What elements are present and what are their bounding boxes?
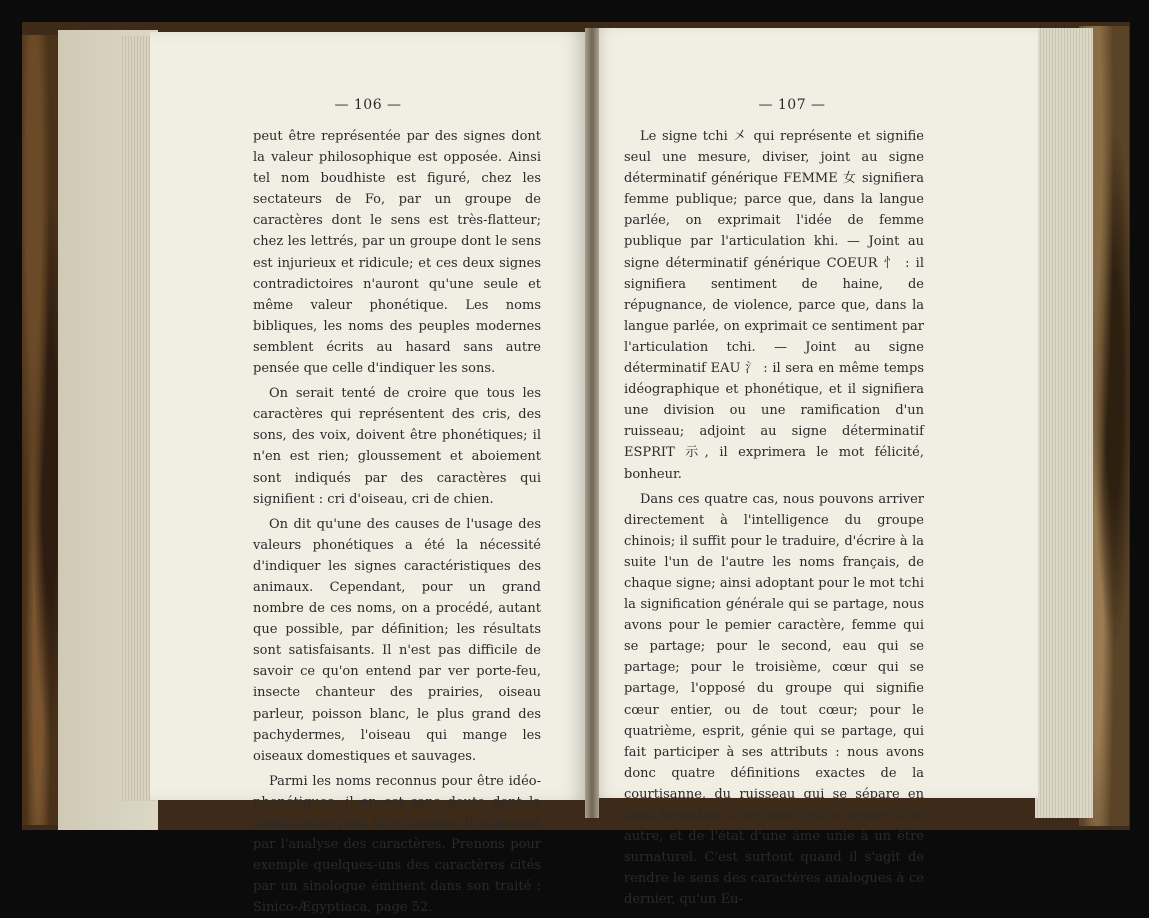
- right-page-text: [624, 126, 924, 910]
- right-page-edges: [1035, 28, 1093, 818]
- paragraph: Le signe tchi 㐅 qui représente et signifie seul une mesure, diviser, joint au signe déterminatif générique FEMME 女 signifiera femme publique; parce que, dans la langue parlée, on exprimait l'idée de femme publique par l'articulation khi. — Joint au signe déterminatif générique COEUR 忄 : il signifiera sentiment de haine, de répugnance, de violence, parce que, dans la langue parlée, on exprimait ce sentiment par l'articulation tchi. — Joint au signe déterminatif EAU 氵 : il sera en même temps idéographique et phonétique, et il signifiera une division ou une ramification d'un ruisseau; adjoint au signe déterminatif ESPRIT 示, il exprimera le mot félicité, bonheur.: [624, 129, 924, 482]
- paragraph: Dans ces quatre cas, nous pouvons arriver directement à l'intelligence du groupe chinois; il suffit pour le traduire, d'écrire à la suite l'un de l'autre les noms français, de chaque signe; ainsi adoptant pour le mot tchi la signification générale qui se partage, nous avons pour le pemier caractère, femme qui se partage; pour le second, eau qui se partage; pour le troisième, cœur qui se partage, l'opposé du groupe qui signifie cœur entier, ou de tout cœur; pour le quatrième, esprit, génie qui se partage, qui fait participer à ses attributs : nous avons donc quatre définitions exactes de la courtisanne, du ruisseau qui se sépare en deux branches, d'un cœur qui se sépare d'un autre, et de l'état d'une âme unie à un être surnaturel. C'est surtout quand il s'agit de rendre le sens des caractères analogues à ce dernier, qu'un Eu-: [624, 491, 924, 908]
- marbled-endpaper-left: [22, 35, 62, 825]
- book-gutter: [585, 28, 599, 818]
- left-page-text: [253, 126, 541, 918]
- page-number-left: — 106 —: [334, 97, 402, 113]
- paragraph: On serait tenté de croire que tous les caractères qui représentent des cris, des sons, des voix, doivent être phonétiques; il n'en est rien; gloussement et aboiement sont indiqués par des caractères qui signifient : cri d'oiseau, cri de chien.: [253, 386, 541, 507]
- page-number-right: — 107 —: [758, 97, 826, 113]
- paragraph: peut être représentée par des signes dont la valeur philosophique est opposée. Ainsi tel nom boudhiste est figuré, chez les sectateurs de Fo, par un groupe de caractères dont le sens est très-flatteur; chez les lettrés, par un groupe dont le sens est injurieux et ridicule; et ces deux signes contradictoires n'auront qu'une seule et même valeur phonétique. Les noms bibliques, les noms des peuples modernes semblent écrits au hasard sans autre pensée que celle d'indiquer les sons.: [253, 129, 541, 377]
- paragraph: Parmi les noms reconnus pour être idéo-phonétiques, il en est sans doute dont la signification peut être obtenue directement par l'analyse des caractères. Prenons pour exemple quelques-uns des caractères cités par un sinologue éminent dans son traité : Sinico-Ægyptiaca, page 52.: [253, 773, 541, 916]
- paragraph: On dit qu'une des causes de l'usage des valeurs phonétiques a été la nécessité d'indiquer les signes caractéristiques des animaux. Cependant, pour un grand nombre de ces noms, on a procédé, autant que possible, par définition; les résultats sont satisfaisants. Il n'est pas difficile de savoir ce qu'on entend par ver porte-feu, insecte chanteur des prairies, oiseau parleur, poisson blanc, le plus grand des pachydermes, l'oiseau qui mange les oiseaux domestiques et sauvages.: [253, 516, 541, 764]
